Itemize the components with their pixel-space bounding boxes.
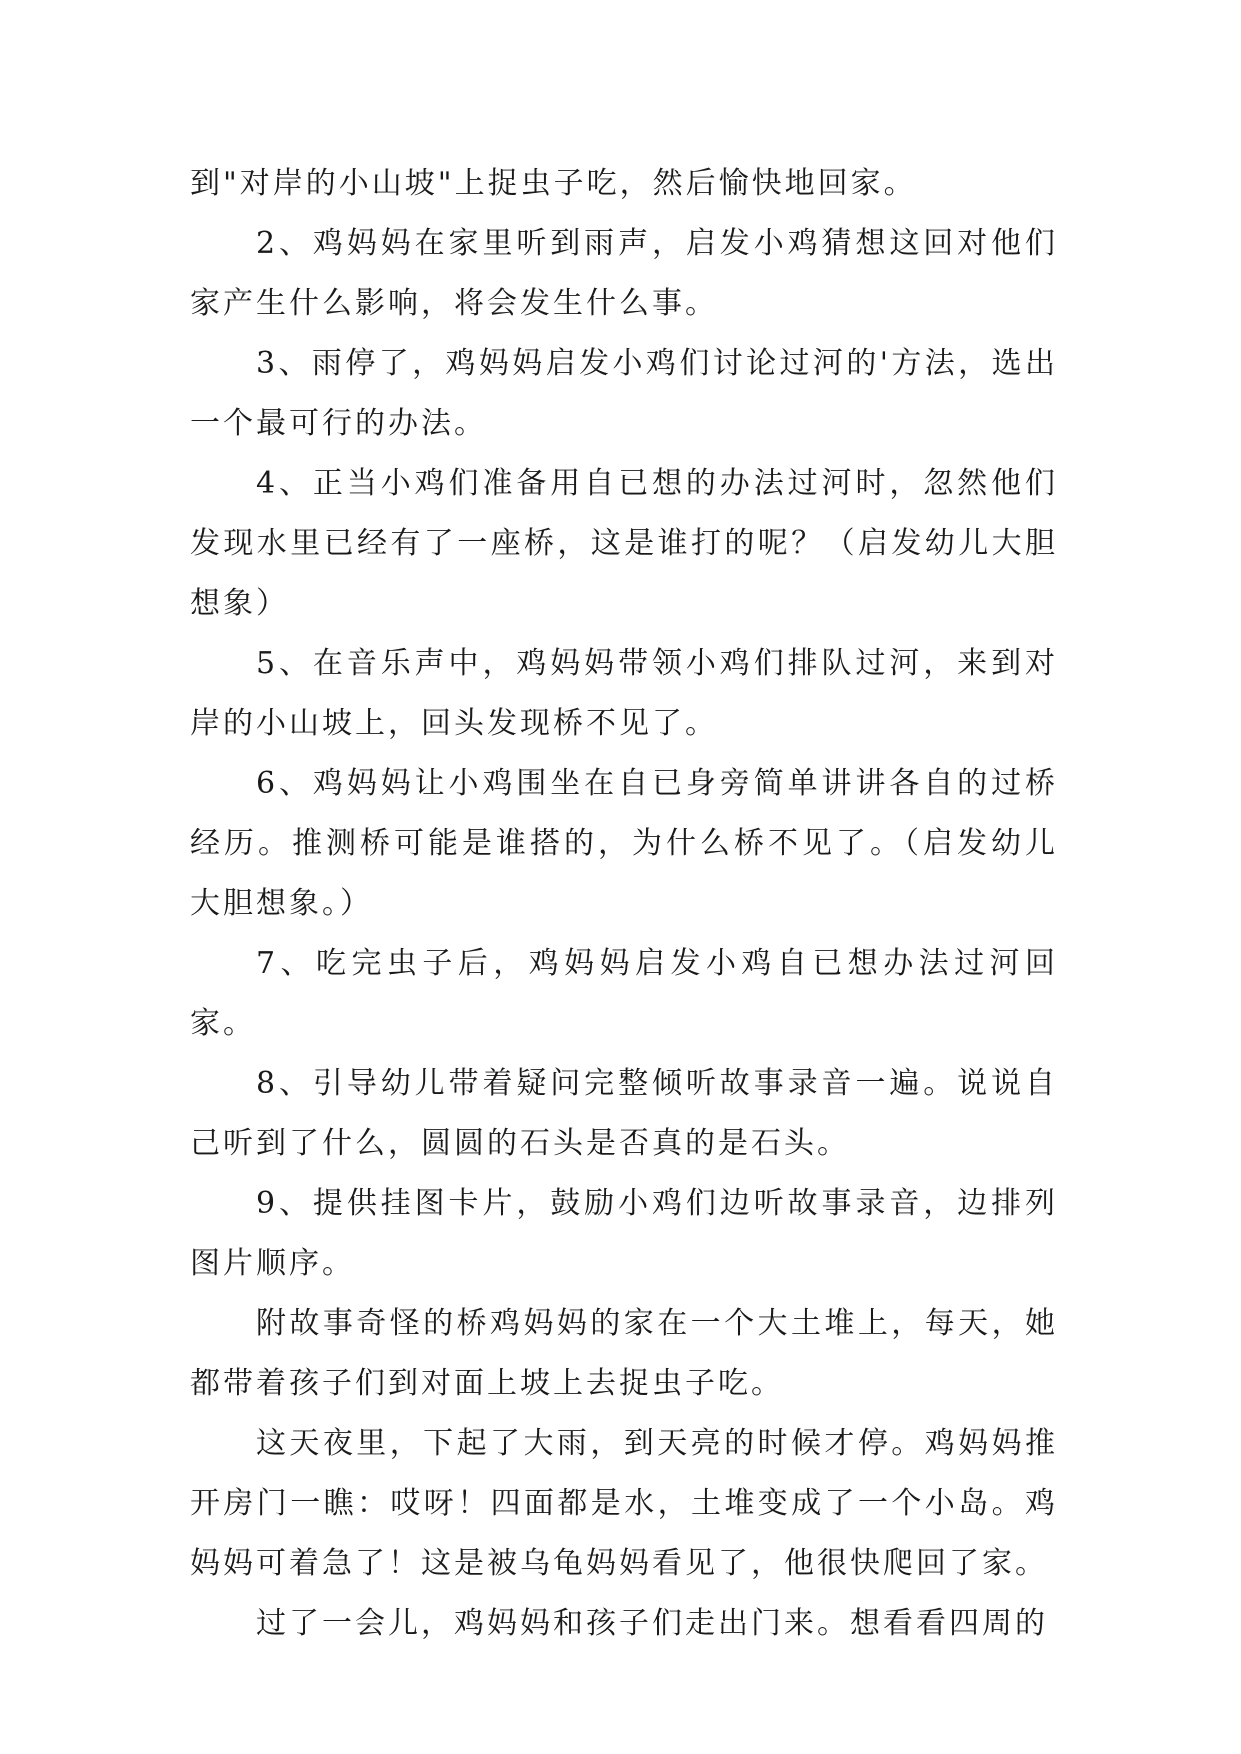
paragraph-9: 9、提供挂图卡片，鼓励小鸡们边听故事录音，边排列图片顺序。: [190, 1186, 1058, 1281]
paragraph-10: 附故事奇怪的桥鸡妈妈的家在一个大土堆上，每天，她都带着孩子们到对面上坡上去捉虫子吃。: [190, 1306, 1058, 1401]
paragraph-3: 3、雨停了，鸡妈妈启发小鸡们讨论过河的'方法，选出一个最可行的办法。: [190, 346, 1058, 441]
document-body: [190, 154, 1058, 1654]
paragraph-1: 到"对岸的小山坡"上捉虫子吃，然后愉快地回家。: [190, 166, 917, 201]
paragraph-12: 过了一会儿，鸡妈妈和孩子们走出门来。想看看四周的: [256, 1606, 1048, 1641]
paragraph-4: 4、正当小鸡们准备用自已想的办法过河时，忽然他们发现水里已经有了一座桥，这是谁打的呢？（启发幼儿大胆想象）: [190, 466, 1058, 621]
paragraph-6: 6、鸡妈妈让小鸡围坐在自已身旁简单讲讲各自的过桥经历。推测桥可能是谁搭的，为什么桥不见了。（启发幼儿大胆想象。）: [190, 766, 1058, 921]
paragraph-2: 2、鸡妈妈在家里听到雨声，启发小鸡猜想这回对他们家产生什么影响，将会发生什么事。: [190, 226, 1058, 321]
paragraph-8: 8、引导幼儿带着疑问完整倾听故事录音一遍。说说自己听到了什么，圆圆的石头是否真的是石头。: [190, 1066, 1058, 1161]
paragraph-11: 这天夜里，下起了大雨，到天亮的时候才停。鸡妈妈推开房门一瞧：哎呀！四面都是水，土堆变成了一个小岛。鸡妈妈可着急了！这是被乌龟妈妈看见了，他很快爬回了家。: [190, 1426, 1058, 1581]
paragraph-5: 5、在音乐声中，鸡妈妈带领小鸡们排队过河，来到对岸的小山坡上，回头发现桥不见了。: [190, 646, 1058, 741]
paragraph-7: 7、吃完虫子后，鸡妈妈启发小鸡自已想办法过河回家。: [190, 946, 1058, 1041]
